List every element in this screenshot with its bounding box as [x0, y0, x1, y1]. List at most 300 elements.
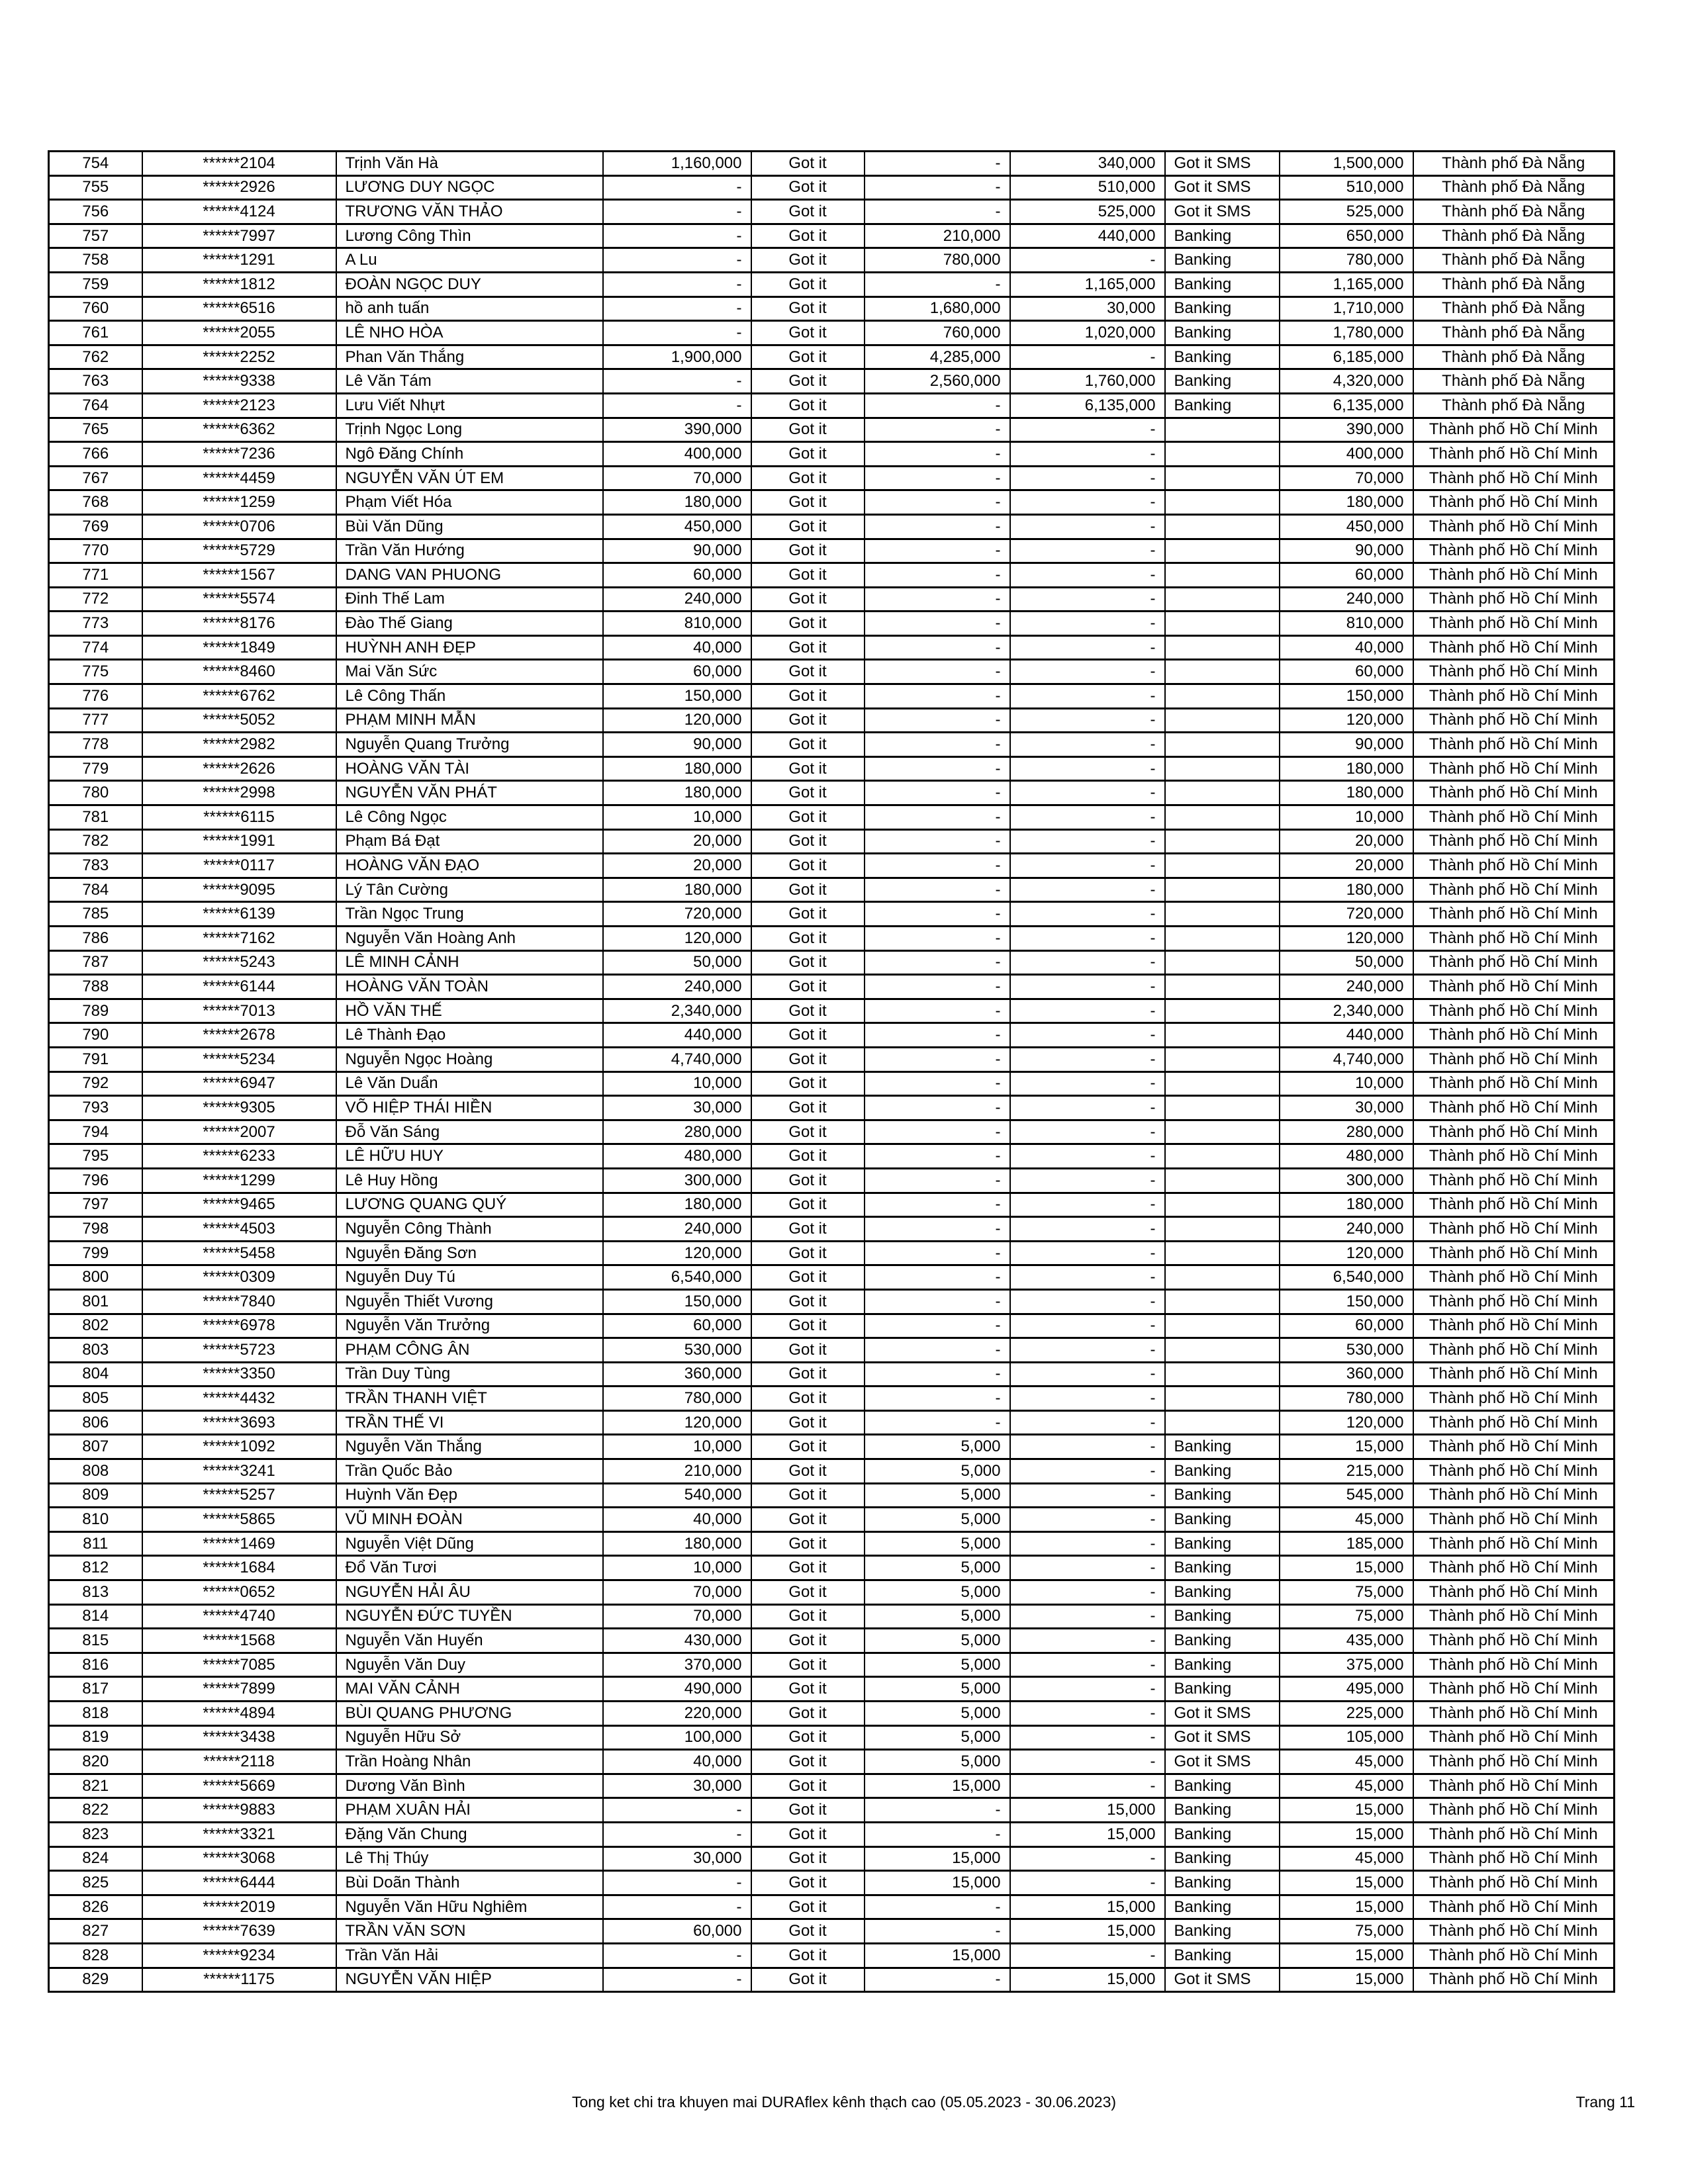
cell-city: Thành phố Hồ Chí Minh: [1413, 1193, 1615, 1217]
cell-name: Bùi Doãn Thành: [336, 1871, 603, 1895]
cell-status: Got it: [751, 1508, 865, 1532]
cell-status: Got it: [751, 1798, 865, 1823]
cell-total: 180,000: [1280, 781, 1413, 805]
cell-amount-2: 5,000: [865, 1556, 1010, 1580]
cell-name: Trịnh Ngọc Long: [336, 418, 603, 442]
cell-method: Banking: [1165, 321, 1280, 345]
cell-amount-3: -: [1010, 1410, 1165, 1435]
cell-amount-1: 10,000: [603, 1071, 751, 1096]
cell-method: Banking: [1165, 1677, 1280, 1702]
cell-phone: ******1568: [142, 1629, 336, 1653]
cell-method: Banking: [1165, 272, 1280, 296]
cell-phone: ******2982: [142, 733, 336, 757]
cell-amount-1: 50,000: [603, 950, 751, 975]
cell-amount-3: -: [1010, 442, 1165, 467]
cell-status: Got it: [751, 393, 865, 418]
cell-amount-1: 40,000: [603, 1508, 751, 1532]
cell-amount-3: -: [1010, 950, 1165, 975]
cell-total: 120,000: [1280, 1241, 1413, 1265]
cell-amount-2: 210,000: [865, 224, 1010, 248]
table-row: [49, 1144, 1615, 1169]
cell-amount-2: 15,000: [865, 1774, 1010, 1798]
cell-amount-3: -: [1010, 248, 1165, 273]
cell-amount-1: 90,000: [603, 733, 751, 757]
cell-amount-3: -: [1010, 1459, 1165, 1484]
cell-phone: ******1299: [142, 1168, 336, 1193]
cell-phone: ******5052: [142, 708, 336, 733]
cell-amount-2: -: [865, 1968, 1010, 1992]
cell-name: Đinh Thế Lam: [336, 587, 603, 612]
cell-amount-3: -: [1010, 1774, 1165, 1798]
cell-name: Lý Tân Cường: [336, 878, 603, 902]
cell-name: Lê Huy Hồng: [336, 1168, 603, 1193]
cell-amount-1: -: [603, 1871, 751, 1895]
cell-city: Thành phố Hồ Chí Minh: [1413, 733, 1615, 757]
payout-table-body: [49, 152, 1615, 1992]
cell-city: Thành phố Hồ Chí Minh: [1413, 1071, 1615, 1096]
cell-city: Thành phố Hồ Chí Minh: [1413, 1096, 1615, 1120]
cell-amount-1: 180,000: [603, 756, 751, 781]
cell-amount-2: -: [865, 466, 1010, 490]
cell-amount-2: 5,000: [865, 1750, 1010, 1774]
table-row: [49, 1071, 1615, 1096]
cell-amount-1: 150,000: [603, 684, 751, 709]
cell-method: [1165, 1071, 1280, 1096]
cell-amount-3: -: [1010, 466, 1165, 490]
cell-method: [1165, 756, 1280, 781]
cell-city: Thành phố Hồ Chí Minh: [1413, 1846, 1615, 1871]
cell-stt: 821: [49, 1774, 142, 1798]
cell-stt: 798: [49, 1217, 142, 1242]
cell-stt: 788: [49, 975, 142, 999]
cell-stt: 825: [49, 1871, 142, 1895]
cell-total: 225,000: [1280, 1702, 1413, 1726]
cell-method: [1165, 684, 1280, 709]
table-row: [49, 1483, 1615, 1508]
table-row: [49, 1338, 1615, 1363]
cell-amount-1: -: [603, 393, 751, 418]
cell-status: Got it: [751, 1387, 865, 1411]
cell-amount-1: 430,000: [603, 1629, 751, 1653]
cell-status: Got it: [751, 442, 865, 467]
cell-name: A Lu: [336, 248, 603, 273]
cell-method: [1165, 1410, 1280, 1435]
cell-phone: ******1684: [142, 1556, 336, 1580]
table-row: [49, 1120, 1615, 1144]
cell-method: [1165, 708, 1280, 733]
table-row: [49, 1702, 1615, 1726]
cell-amount-3: 510,000: [1010, 175, 1165, 200]
cell-method: Banking: [1165, 1459, 1280, 1484]
cell-city: Thành phố Hồ Chí Minh: [1413, 975, 1615, 999]
cell-status: Got it: [751, 902, 865, 927]
cell-amount-2: -: [865, 902, 1010, 927]
cell-amount-2: -: [865, 175, 1010, 200]
cell-city: Thành phố Hồ Chí Minh: [1413, 1580, 1615, 1605]
cell-amount-1: -: [603, 296, 751, 321]
cell-amount-2: -: [865, 393, 1010, 418]
cell-status: Got it: [751, 1338, 865, 1363]
cell-amount-2: -: [865, 1919, 1010, 1944]
cell-method: Banking: [1165, 1871, 1280, 1895]
cell-amount-1: 120,000: [603, 1241, 751, 1265]
cell-amount-3: -: [1010, 684, 1165, 709]
cell-method: [1165, 1241, 1280, 1265]
cell-method: [1165, 1338, 1280, 1363]
cell-amount-2: -: [865, 418, 1010, 442]
cell-name: Trần Hoàng Nhân: [336, 1750, 603, 1774]
cell-amount-2: -: [865, 1289, 1010, 1314]
cell-name: NGUYỄN VĂN ÚT EM: [336, 466, 603, 490]
cell-city: Thành phố Hồ Chí Minh: [1413, 1774, 1615, 1798]
table-row: [49, 1629, 1615, 1653]
cell-phone: ******5574: [142, 587, 336, 612]
cell-status: Got it: [751, 1023, 865, 1048]
cell-stt: 811: [49, 1531, 142, 1556]
footer-page-number: Trang 11: [1575, 2093, 1635, 2111]
cell-status: Got it: [751, 1629, 865, 1653]
cell-name: Nguyễn Văn Thắng: [336, 1435, 603, 1459]
cell-city: Thành phố Hồ Chí Minh: [1413, 1968, 1615, 1992]
cell-phone: ******7085: [142, 1653, 336, 1677]
cell-amount-3: -: [1010, 1168, 1165, 1193]
cell-phone: ******0117: [142, 854, 336, 878]
cell-amount-1: 280,000: [603, 1120, 751, 1144]
cell-stt: 791: [49, 1047, 142, 1071]
cell-stt: 793: [49, 1096, 142, 1120]
cell-method: Banking: [1165, 1508, 1280, 1532]
cell-amount-2: -: [865, 612, 1010, 636]
table-row: [49, 1096, 1615, 1120]
table-row: [49, 563, 1615, 588]
cell-amount-1: 60,000: [603, 1314, 751, 1338]
cell-status: Got it: [751, 1241, 865, 1265]
cell-amount-2: -: [865, 1314, 1010, 1338]
cell-method: Got it SMS: [1165, 1750, 1280, 1774]
cell-stt: 819: [49, 1725, 142, 1750]
cell-stt: 768: [49, 490, 142, 515]
cell-name: Ngô Đăng Chính: [336, 442, 603, 467]
cell-phone: ******1092: [142, 1435, 336, 1459]
cell-amount-3: -: [1010, 975, 1165, 999]
cell-amount-3: -: [1010, 539, 1165, 563]
cell-status: Got it: [751, 1943, 865, 1968]
cell-amount-3: 6,135,000: [1010, 393, 1165, 418]
cell-phone: ******2998: [142, 781, 336, 805]
cell-method: [1165, 1265, 1280, 1290]
cell-stt: 760: [49, 296, 142, 321]
cell-city: Thành phố Hồ Chí Minh: [1413, 563, 1615, 588]
cell-total: 300,000: [1280, 1168, 1413, 1193]
cell-stt: 784: [49, 878, 142, 902]
cell-stt: 809: [49, 1483, 142, 1508]
cell-name: NGUYỄN ĐỨC TUYỀN: [336, 1604, 603, 1629]
cell-name: HUỲNH ANH ĐẸP: [336, 635, 603, 660]
cell-name: MAI VĂN CẢNH: [336, 1677, 603, 1702]
cell-total: 10,000: [1280, 1071, 1413, 1096]
table-row: [49, 466, 1615, 490]
cell-amount-2: -: [865, 1265, 1010, 1290]
table-row: [49, 1943, 1615, 1968]
cell-stt: 800: [49, 1265, 142, 1290]
cell-phone: ******7013: [142, 999, 336, 1023]
cell-amount-1: 390,000: [603, 418, 751, 442]
table-row: [49, 1217, 1615, 1242]
cell-method: [1165, 1314, 1280, 1338]
cell-total: 120,000: [1280, 708, 1413, 733]
cell-amount-1: 220,000: [603, 1702, 751, 1726]
cell-total: 2,340,000: [1280, 999, 1413, 1023]
cell-method: [1165, 1168, 1280, 1193]
cell-stt: 761: [49, 321, 142, 345]
cell-method: [1165, 927, 1280, 951]
cell-total: 75,000: [1280, 1604, 1413, 1629]
cell-method: Banking: [1165, 1531, 1280, 1556]
cell-method: [1165, 514, 1280, 539]
cell-phone: ******5669: [142, 1774, 336, 1798]
cell-amount-2: 2,560,000: [865, 369, 1010, 394]
cell-city: Thành phố Hồ Chí Minh: [1413, 1387, 1615, 1411]
cell-total: 240,000: [1280, 587, 1413, 612]
cell-amount-1: 10,000: [603, 805, 751, 830]
cell-total: 6,540,000: [1280, 1265, 1413, 1290]
cell-stt: 816: [49, 1653, 142, 1677]
cell-stt: 822: [49, 1798, 142, 1823]
cell-amount-2: -: [865, 756, 1010, 781]
cell-amount-3: 15,000: [1010, 1968, 1165, 1992]
cell-amount-2: -: [865, 684, 1010, 709]
cell-phone: ******3068: [142, 1846, 336, 1871]
cell-status: Got it: [751, 1846, 865, 1871]
cell-status: Got it: [751, 1096, 865, 1120]
table-row: [49, 1410, 1615, 1435]
cell-amount-2: 5,000: [865, 1702, 1010, 1726]
cell-status: Got it: [751, 878, 865, 902]
cell-method: [1165, 1144, 1280, 1169]
cell-total: 60,000: [1280, 563, 1413, 588]
cell-phone: ******2019: [142, 1895, 336, 1919]
cell-city: Thành phố Hồ Chí Minh: [1413, 1508, 1615, 1532]
cell-name: Trần Văn Hải: [336, 1943, 603, 1968]
cell-amount-1: 20,000: [603, 854, 751, 878]
cell-phone: ******9465: [142, 1193, 336, 1217]
cell-status: Got it: [751, 1556, 865, 1580]
cell-amount-2: -: [865, 999, 1010, 1023]
cell-city: Thành phố Đà Nẵng: [1413, 296, 1615, 321]
cell-phone: ******3321: [142, 1822, 336, 1846]
cell-status: Got it: [751, 539, 865, 563]
table-row: [49, 418, 1615, 442]
cell-stt: 757: [49, 224, 142, 248]
cell-stt: 772: [49, 587, 142, 612]
table-row: [49, 756, 1615, 781]
cell-name: TRẦN THẾ VI: [336, 1410, 603, 1435]
cell-total: 90,000: [1280, 733, 1413, 757]
cell-total: 510,000: [1280, 175, 1413, 200]
cell-city: Thành phố Hồ Chí Minh: [1413, 1023, 1615, 1048]
cell-amount-1: 490,000: [603, 1677, 751, 1702]
cell-amount-3: -: [1010, 1217, 1165, 1242]
cell-amount-3: -: [1010, 829, 1165, 854]
cell-method: Banking: [1165, 393, 1280, 418]
cell-status: Got it: [751, 1217, 865, 1242]
cell-stt: 773: [49, 612, 142, 636]
cell-status: Got it: [751, 975, 865, 999]
cell-city: Thành phố Hồ Chí Minh: [1413, 1556, 1615, 1580]
cell-amount-1: 360,000: [603, 1362, 751, 1387]
cell-stt: 815: [49, 1629, 142, 1653]
cell-name: Mai Văn Sức: [336, 660, 603, 684]
cell-method: [1165, 1120, 1280, 1144]
cell-name: NGUYỄN HẢI ÂU: [336, 1580, 603, 1605]
cell-phone: ******2123: [142, 393, 336, 418]
cell-amount-3: 340,000: [1010, 152, 1165, 176]
cell-city: Thành phố Hồ Chí Minh: [1413, 587, 1615, 612]
cell-phone: ******4740: [142, 1604, 336, 1629]
cell-name: TRẦN THANH VIỆT: [336, 1387, 603, 1411]
cell-city: Thành phố Hồ Chí Minh: [1413, 1217, 1615, 1242]
cell-stt: 805: [49, 1387, 142, 1411]
cell-phone: ******6139: [142, 902, 336, 927]
cell-amount-2: 5,000: [865, 1677, 1010, 1702]
cell-amount-1: -: [603, 321, 751, 345]
cell-city: Thành phố Hồ Chí Minh: [1413, 514, 1615, 539]
table-row: [49, 1193, 1615, 1217]
cell-phone: ******2055: [142, 321, 336, 345]
cell-name: ĐOÀN NGỌC DUY: [336, 272, 603, 296]
cell-stt: 808: [49, 1459, 142, 1484]
cell-phone: ******6144: [142, 975, 336, 999]
cell-amount-3: -: [1010, 1725, 1165, 1750]
cell-phone: ******2926: [142, 175, 336, 200]
cell-status: Got it: [751, 756, 865, 781]
cell-stt: 789: [49, 999, 142, 1023]
cell-amount-3: -: [1010, 1871, 1165, 1895]
cell-name: Nguyễn Văn Huyến: [336, 1629, 603, 1653]
cell-amount-3: -: [1010, 1120, 1165, 1144]
cell-total: 215,000: [1280, 1459, 1413, 1484]
cell-name: Phạm Bá Đạt: [336, 829, 603, 854]
cell-stt: 792: [49, 1071, 142, 1096]
cell-phone: ******6362: [142, 418, 336, 442]
cell-city: Thành phố Hồ Chí Minh: [1413, 781, 1615, 805]
cell-total: 15,000: [1280, 1895, 1413, 1919]
cell-method: Got it SMS: [1165, 1702, 1280, 1726]
cell-method: [1165, 563, 1280, 588]
cell-amount-1: -: [603, 1968, 751, 1992]
cell-amount-3: -: [1010, 1604, 1165, 1629]
cell-name: LÊ NHO HÒA: [336, 321, 603, 345]
cell-city: Thành phố Hồ Chí Minh: [1413, 1410, 1615, 1435]
table-row: [49, 539, 1615, 563]
cell-amount-2: 780,000: [865, 248, 1010, 273]
cell-method: Got it SMS: [1165, 200, 1280, 224]
cell-amount-2: 15,000: [865, 1943, 1010, 1968]
cell-name: Lưu Viết Nhựt: [336, 393, 603, 418]
cell-status: Got it: [751, 296, 865, 321]
cell-amount-3: 15,000: [1010, 1895, 1165, 1919]
cell-phone: ******3438: [142, 1725, 336, 1750]
cell-amount-2: 15,000: [865, 1871, 1010, 1895]
cell-method: Banking: [1165, 1653, 1280, 1677]
cell-phone: ******5243: [142, 950, 336, 975]
table-row: [49, 152, 1615, 176]
cell-total: 60,000: [1280, 660, 1413, 684]
table-row: [49, 224, 1615, 248]
cell-total: 45,000: [1280, 1846, 1413, 1871]
cell-stt: 812: [49, 1556, 142, 1580]
cell-stt: 754: [49, 152, 142, 176]
cell-stt: 796: [49, 1168, 142, 1193]
cell-amount-1: 60,000: [603, 1919, 751, 1944]
cell-total: 435,000: [1280, 1629, 1413, 1653]
table-row: [49, 1362, 1615, 1387]
cell-total: 15,000: [1280, 1435, 1413, 1459]
cell-method: [1165, 466, 1280, 490]
cell-amount-1: 40,000: [603, 1750, 751, 1774]
cell-status: Got it: [751, 854, 865, 878]
cell-method: Banking: [1165, 1483, 1280, 1508]
table-row: [49, 1047, 1615, 1071]
cell-total: 20,000: [1280, 829, 1413, 854]
cell-status: Got it: [751, 1531, 865, 1556]
cell-name: Nguyễn Đăng Sơn: [336, 1241, 603, 1265]
cell-name: PHẠM MINH MẪN: [336, 708, 603, 733]
cell-name: VÕ HIỆP THÁI HIỀN: [336, 1096, 603, 1120]
table-row: [49, 1895, 1615, 1919]
cell-stt: 818: [49, 1702, 142, 1726]
cell-name: hồ anh tuấn: [336, 296, 603, 321]
cell-amount-3: 30,000: [1010, 296, 1165, 321]
cell-stt: 794: [49, 1120, 142, 1144]
cell-amount-3: -: [1010, 756, 1165, 781]
cell-method: [1165, 442, 1280, 467]
cell-phone: ******2678: [142, 1023, 336, 1048]
cell-amount-2: -: [865, 1144, 1010, 1169]
cell-stt: 762: [49, 345, 142, 369]
cell-status: Got it: [751, 612, 865, 636]
cell-stt: 826: [49, 1895, 142, 1919]
cell-amount-3: -: [1010, 1047, 1165, 1071]
cell-total: 545,000: [1280, 1483, 1413, 1508]
cell-name: LƯƠNG QUANG QUÝ: [336, 1193, 603, 1217]
cell-name: Lê Thành Đạo: [336, 1023, 603, 1048]
table-row: [49, 1798, 1615, 1823]
cell-phone: ******2007: [142, 1120, 336, 1144]
cell-status: Got it: [751, 1120, 865, 1144]
cell-method: [1165, 975, 1280, 999]
cell-amount-3: -: [1010, 1846, 1165, 1871]
cell-status: Got it: [751, 1193, 865, 1217]
cell-name: NGUYỄN VĂN PHÁT: [336, 781, 603, 805]
cell-stt: 810: [49, 1508, 142, 1532]
table-row: [49, 442, 1615, 467]
cell-phone: ******2118: [142, 1750, 336, 1774]
cell-amount-3: -: [1010, 418, 1165, 442]
cell-total: 150,000: [1280, 1289, 1413, 1314]
cell-method: Banking: [1165, 248, 1280, 273]
cell-status: Got it: [751, 1071, 865, 1096]
cell-name: Dương Văn Bình: [336, 1774, 603, 1798]
cell-phone: ******7899: [142, 1677, 336, 1702]
cell-status: Got it: [751, 369, 865, 394]
cell-total: 780,000: [1280, 1387, 1413, 1411]
cell-amount-1: 400,000: [603, 442, 751, 467]
cell-amount-1: 30,000: [603, 1096, 751, 1120]
cell-amount-2: -: [865, 854, 1010, 878]
cell-status: Got it: [751, 1580, 865, 1605]
cell-method: Banking: [1165, 345, 1280, 369]
